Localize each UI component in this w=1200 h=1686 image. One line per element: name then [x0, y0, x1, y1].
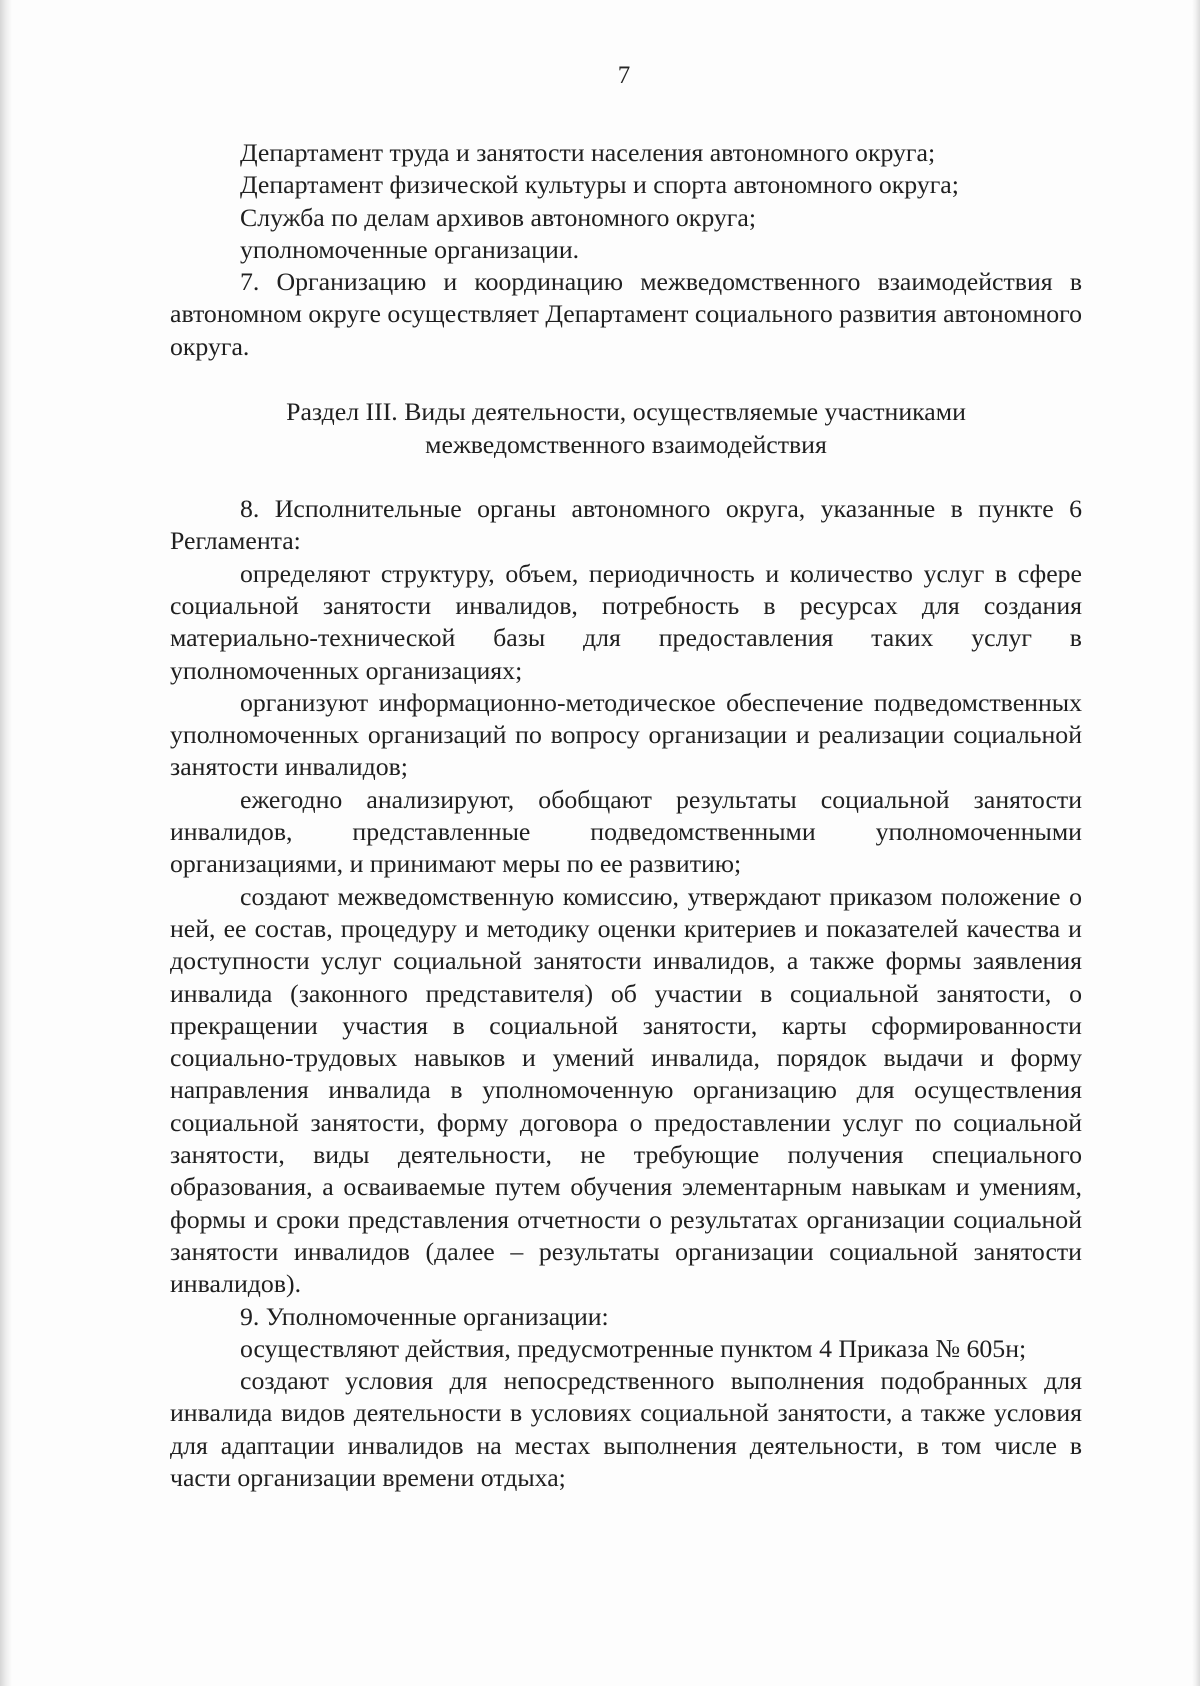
- scan-edge-left: [0, 0, 12, 1686]
- paragraph-item-8-clause: организуют информационно-методическое обеспечение подведомственных уполномоченных организаций по вопросу организации и реализации социальной занятости инвалидов;: [170, 687, 1082, 782]
- list-item: Департамент труда и занятости населения автономного округа;: [240, 138, 936, 167]
- paragraph-item-8-clause: определяют структуру, объем, периодичность и количество услуг в сфере социальной занятости инвалидов, потребность в ресурсах для создания материально-технической базы для предоставления таких услуг в уполномоченных организациях;: [170, 558, 1082, 685]
- paragraph-item-9-intro: 9. Уполномоченные организации:: [240, 1301, 609, 1331]
- paragraph-item-8-intro: 8. Исполнительные органы автономного округа, указанные в пункте 6 Регламента:: [170, 494, 1082, 556]
- paragraph-item-8-clause: создают межведомственную комиссию, утверждают приказом положение о ней, ее состав, процедуру и методику оценки критериев и показателей качества и доступности услуг социальной занятости инвалидов, а также формы заявления инвалида (законного представителя) об участии в социальной занятости, о прекращении участия в социальной занятости, карты сформированности социально-трудовых навыков и умений инвалида, порядок выдачи и форму направления инвалида в уполномоченную организацию для осуществления социальной занятости, форму договора о предоставлении услуг по социальной занятости, виды деятельности, не требующие получения специального образования, а осваиваемые путем обучения элементарным навыкам и умениям, формы и сроки представления отчетности о результатах организации социальной занятости инвалидов (далее – результаты организации социальной занятости инвалидов).: [170, 881, 1082, 1299]
- paragraph-item-8-clause: ежегодно анализируют, обобщают результаты социальной занятости инвалидов, представленные подведомственными уполномоченными организациями, и принимают меры по ее развитию;: [170, 784, 1082, 879]
- list-item: уполномоченные организации.: [240, 234, 580, 264]
- section-heading-line-1: Раздел III. Виды деятельности, осуществляемые участниками: [286, 397, 966, 427]
- list-item: Служба по делам архивов автономного округа;: [240, 202, 756, 232]
- section-heading: [170, 395, 1082, 461]
- page-number: 7: [617, 62, 631, 89]
- list-item: Департамент физической культуры и спорта автономного округа;: [240, 170, 959, 200]
- scan-edge-right: [1192, 0, 1200, 1686]
- paragraph-item-9-clause: осуществляют действия, предусмотренные пунктом 4 Приказа № 605н;: [240, 1333, 1027, 1363]
- paragraph-item-7: 7. Организацию и координацию межведомственного взаимодействия в автономном округе осуществляет Департамент социального развития автономного округа.: [170, 267, 1082, 361]
- paragraph-item-9-clause: создают условия для непосредственного выполнения подобранных для инвалида видов деятельности в условиях социальной занятости, а также условия для адаптации инвалидов на местах выполнения деятельности, в том числе в части организации времени отдыха;: [170, 1366, 1082, 1492]
- document-body: [170, 137, 1082, 1494]
- section-heading-line-2: межведомственного взаимодействия: [425, 430, 827, 460]
